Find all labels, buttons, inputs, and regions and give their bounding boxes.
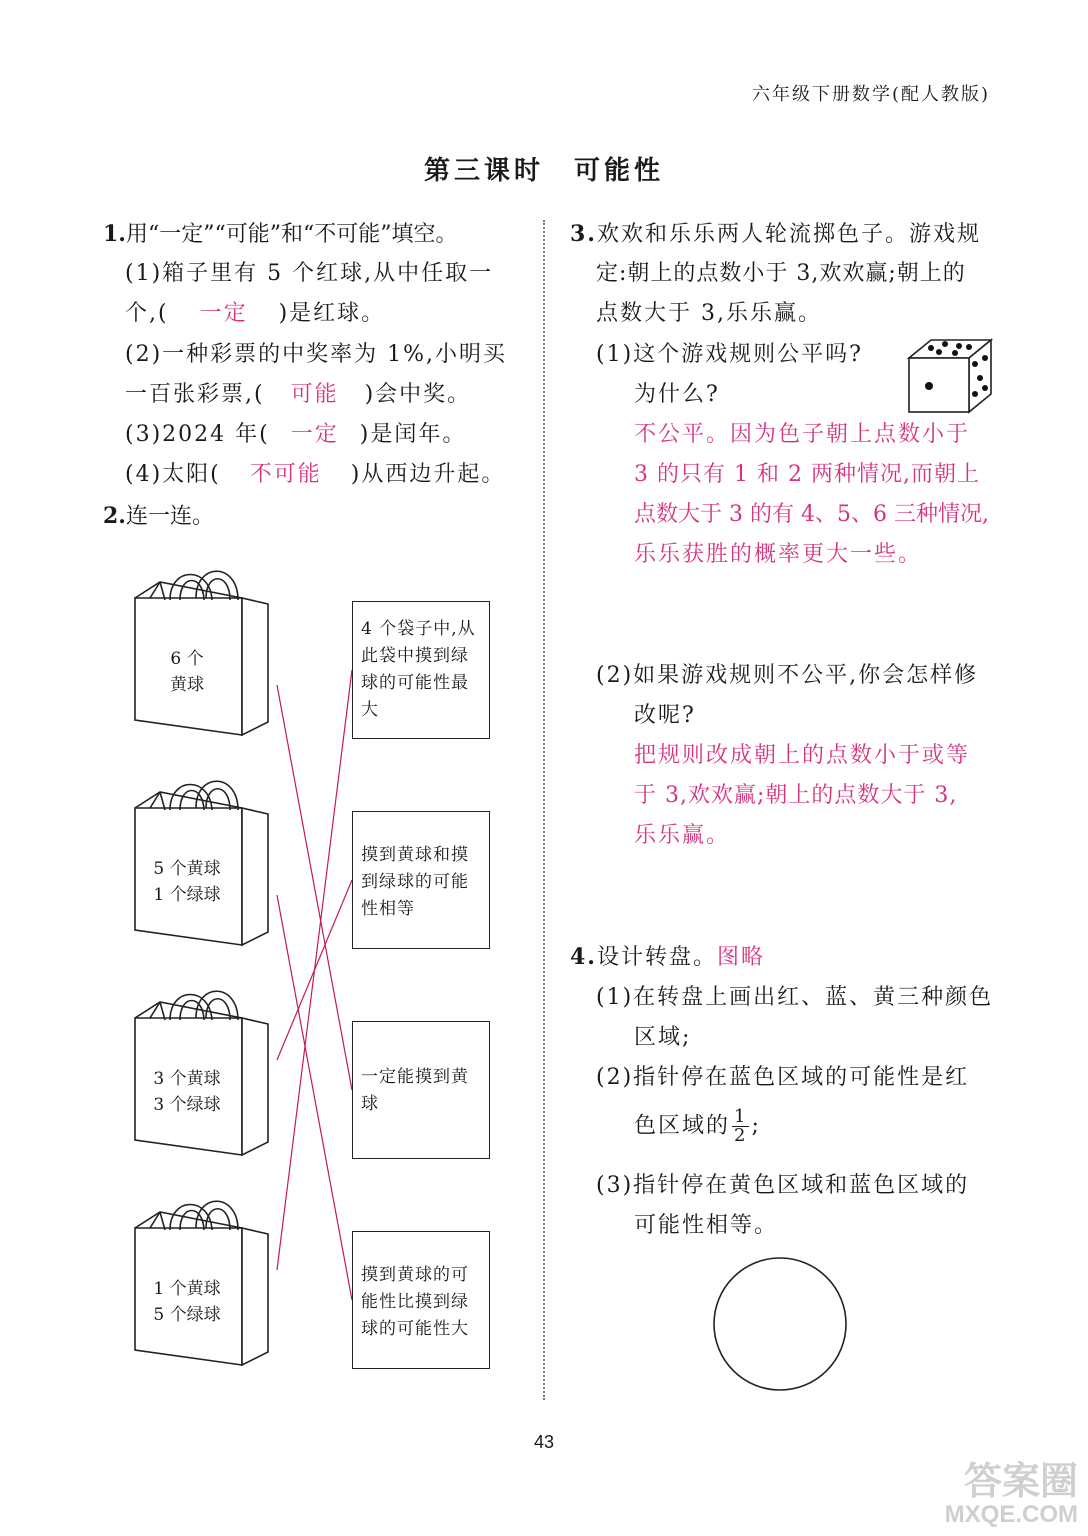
q3-stem-line1: 3.欢欢和乐乐两人轮流掷色子。游戏规 — [570, 221, 981, 247]
q1-sub1-line1: (1)箱子里有 5 个红球,从中任取一 — [125, 261, 494, 286]
page-number: 43 — [533, 1432, 555, 1452]
match-box-2: 摸到黄球和摸到绿球的可能性相等 — [352, 811, 490, 949]
bag-3-label: 3 个黄球 3 个绿球 — [153, 1069, 221, 1115]
match-box-3: 一定能摸到黄球 — [352, 1021, 490, 1159]
q4-part2-line1: (2)指针停在蓝色区域的可能性是红 — [596, 1065, 970, 1090]
match-box-1: 4 个袋子中,从此袋中摸到绿球的可能性最大 — [352, 601, 490, 739]
q4-part1-line1: (1)在转盘上画出红、蓝、黄三种颜色 — [596, 985, 994, 1010]
bag-1-label: 6 个 黄球 — [170, 649, 204, 695]
q3-stem-line3: 点数大于 3,乐乐赢。 — [596, 301, 822, 326]
q1-stem: 1.用“一定”“可能”和“不可能”填空。 — [103, 221, 458, 247]
q1-sub3: (3)2024 年( 一定 )是闰年。 — [125, 422, 467, 447]
q1-sub2-line1: (2)一种彩票的中奖率为 1%,小明买 — [125, 342, 508, 367]
q3-answer1-line4: 乐乐获胜的概率更大一些。 — [634, 542, 923, 567]
q3-answer1-line2: 3 的只有 1 和 2 两种情况,而朝上 — [634, 462, 980, 487]
q3-part1-line2: 为什么? — [634, 382, 720, 407]
q1-answer-1: 一定 — [199, 301, 248, 326]
q4-part3-line2: 可能性相等。 — [634, 1213, 779, 1238]
q1-answer-3: 一定 — [290, 422, 339, 447]
q4-answer: 图略 — [716, 945, 765, 970]
q3-part2-line1: (2)如果游戏规则不公平,你会怎样修 — [596, 663, 979, 688]
q4-stem: 4.设计转盘。图略 — [570, 944, 765, 970]
q3-part1-line1: (1)这个游戏规则公平吗? — [596, 342, 863, 367]
dice-icon — [905, 336, 997, 414]
q3-answer2-line1: 把规则改成朝上的点数小于或等 — [634, 743, 971, 768]
q1-sub4: (4)太阳( 不可能 )从西边升起。 — [125, 462, 506, 487]
match-line-bag4-box1 — [277, 670, 352, 1270]
q1-sub2-line2: 一百张彩票,( 可能 )会中奖。 — [125, 382, 472, 407]
page-title: 第三课时 可能性 — [423, 156, 664, 186]
q3-stem-line2: 定:朝上的点数小于 3,欢欢赢;朝上的 — [596, 261, 966, 286]
q4-part2-line2: 色区域的 $\frac{1}{2}$ ; — [634, 1106, 761, 1146]
q2-stem: 2.连一连。 — [103, 503, 214, 529]
book-header: 六年级下册数学(配人教版) — [751, 84, 990, 105]
q1-answer-2: 可能 — [290, 382, 339, 407]
q3-answer2-line2: 于 3,欢欢赢;朝上的点数大于 3, — [634, 783, 958, 808]
q3-answer1-line3: 点数大于 3 的有 4、5、6 三种情况, — [634, 502, 989, 527]
spinner-circle — [710, 1254, 850, 1394]
q4-part1-line2: 区域; — [634, 1025, 692, 1050]
q3-answer2-line3: 乐乐赢。 — [634, 823, 731, 848]
q3-part2-line2: 改呢? — [634, 703, 696, 728]
q3-answer1-line1: 不公平。因为色子朝上点数小于 — [634, 422, 971, 447]
bag-2-label: 5 个黄球 1 个绿球 — [153, 859, 221, 905]
q4-part3-line1: (3)指针停在黄色区域和蓝色区域的 — [596, 1173, 970, 1198]
match-line-bag2-box4 — [277, 895, 352, 1300]
fraction-one-half: $\frac{1}{2}$ — [734, 1106, 748, 1146]
bag-4-label: 1 个黄球 5 个绿球 — [153, 1279, 221, 1325]
watermark-logo: 答案圈 MXQE.COM — [944, 1461, 1078, 1528]
q1-answer-4: 不可能 — [249, 462, 322, 487]
match-line-bag1-box3 — [277, 685, 352, 1090]
match-box-4: 摸到黄球的可能性比摸到绿球的可能性大 — [352, 1231, 490, 1369]
q1-sub1-line2: 个,( 一定 )是红球。 — [125, 301, 386, 326]
